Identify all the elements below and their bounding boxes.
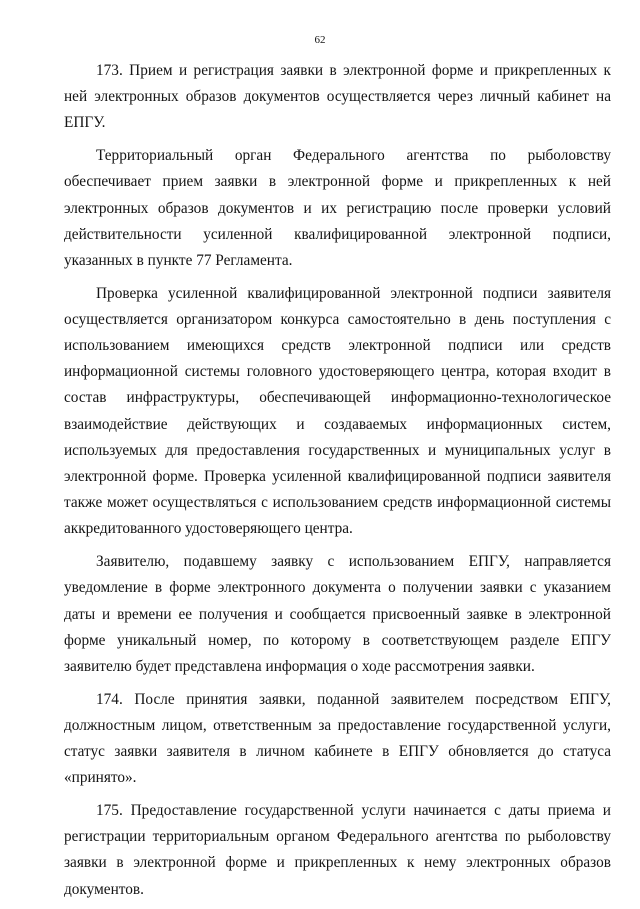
paragraph-175: 175. Предоставление государственной услуги начинается с даты приема и регистрации территориальным органом Федерального агентства по рыболовству заявки в электронной форме и прикрепленных к нему электронных образов документов. <box>64 801 611 898</box>
paragraph-signature-check: Проверка усиленной квалифицированной электронной подписи заявителя осуществляется организатором конкурса самостоятельно в день поступления с использованием имеющихся средств электронной подписи или средств информационной системы головного удостоверяющего центра, которая входит в состав инфраструктуры, обеспечивающей информационно-технологическое взаимодействие действующих и создаваемых информационных систем, используемых для предоставления государственных и муниципальных услуг в электронной форме. Проверка усиленной квалифицированной подписи заявителя также может осуществляться с использованием средств информационной системы аккредитованного удостоверяющего центра. <box>64 284 611 538</box>
page-number: 62 <box>314 34 326 46</box>
paragraph-174: 174. После принятия заявки, поданной заявителем посредством ЕПГУ, должностным лицом, ответственным за предоставление государственной услуги, статус заявки заявителя в личном кабинете в ЕПГУ обновляется до статуса «принято». <box>64 690 611 787</box>
paragraph-applicant-notification: Заявителю, подавшему заявку с использованием ЕПГУ, направляется уведомление в форме электронного документа о получении заявки с указанием даты и времени ее получения и сообщается присвоенный заявке в электронной форме уникальный номер, по которому в соответствующем разделе ЕПГУ заявителю будет представлена информация о ходе рассмотрения заявки. <box>64 553 611 675</box>
paragraph-territorial-body: Территориальный орган Федерального агентства по рыболовству обеспечивает прием заявки в электронной форме и прикрепленных к ней электронных образов документов и их регистрацию после проверки условий действительности усиленной квалифицированной электронной подписи, указанных в пункте 77 Регламента. <box>64 147 611 269</box>
paragraph-173: 173. Прием и регистрация заявки в электронной форме и прикрепленных к ней электронных образов документов осуществляется через личный кабинет на ЕПГУ. <box>64 62 611 132</box>
document-body <box>64 58 611 909</box>
